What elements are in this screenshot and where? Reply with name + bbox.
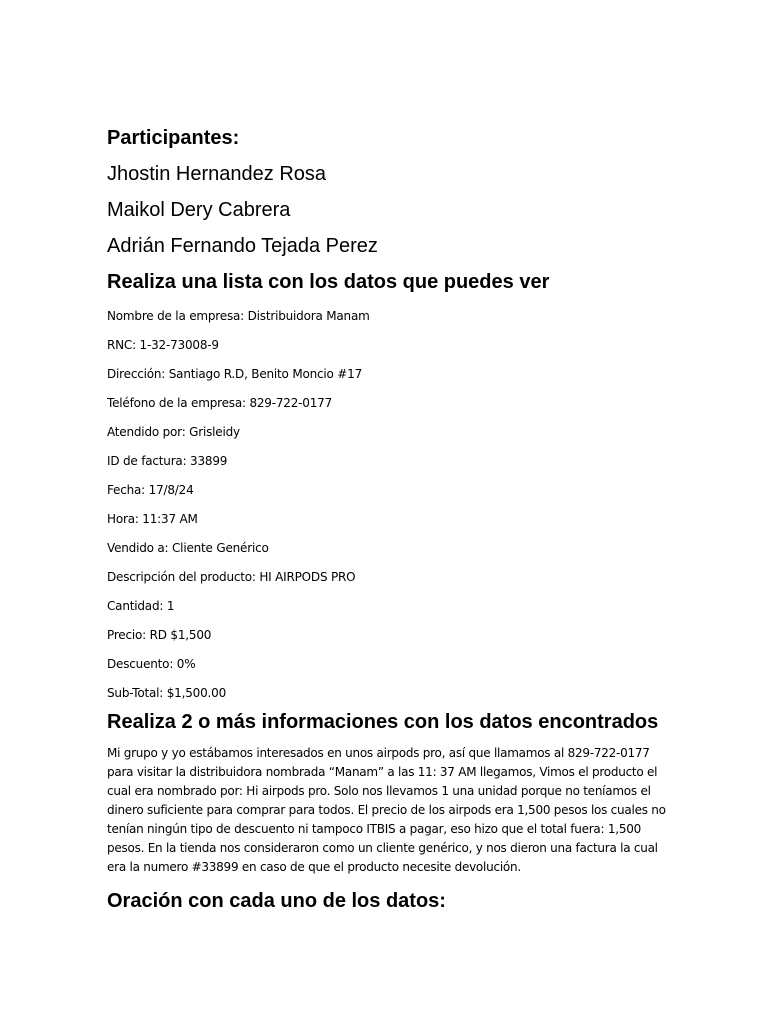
list-item: Vendido a: Cliente Genérico — [107, 541, 269, 555]
data-list — [107, 307, 667, 702]
list-item: Sub-Total: $1,500.00 — [107, 686, 227, 700]
list-item: Dirección: Santiago R.D, Benito Moncio #17 — [107, 367, 363, 381]
participants-heading: Participantes: — [107, 127, 240, 149]
list-item: Descripción del producto: HI AIRPODS PRO — [107, 570, 356, 584]
sentences-heading: Oración con cada uno de los datos: — [107, 890, 446, 912]
list-item: Hora: 11:37 AM — [107, 512, 198, 526]
list-item: Precio: RD $1,500 — [107, 628, 212, 642]
list-heading: Realiza una lista con los datos que puedes ver — [107, 271, 550, 293]
list-item: Descuento: 0% — [107, 657, 196, 671]
list-item: RNC: 1-32-73008-9 — [107, 338, 219, 352]
list-item: ID de factura: 33899 — [107, 454, 228, 468]
list-item: Cantidad: 1 — [107, 599, 175, 613]
list-item: Teléfono de la empresa: 829-722-0177 — [107, 396, 333, 410]
info-heading: Realiza 2 o más informaciones con los datos encontrados — [107, 711, 659, 733]
info-paragraph: Mi grupo y yo estábamos interesados en unos airpods pro, así que llamamos al 829-722-0177 para visitar la distribuidora nombrada “Manam” a las 11: 37 AM llegamos, Vimos el producto el cual era nombrado por: Hi airpods pro. Solo nos llevamos 1 una unidad porque no teníamos el dinero suficiente para comprar para todos. El precio de los airpods era 1,500 pesos los cuales no tenían ningún tipo de descuento ni tampoco ITBIS a pagar, eso hizo que el total fuera: 1,500 pesos. En la tienda nos consideraron como un cliente genérico, y nos dieron una factura la cual era la numero #33899 en caso de que el producto necesite devolución. — [107, 746, 666, 874]
document-page — [107, 124, 667, 915]
participant-name: Jhostin Hernandez Rosa — [107, 163, 327, 185]
participant-name: Adrián Fernando Tejada Perez — [107, 235, 378, 257]
list-item: Nombre de la empresa: Distribuidora Manam — [107, 309, 370, 323]
participant-name: Maikol Dery Cabrera — [107, 199, 291, 221]
list-item: Fecha: 17/8/24 — [107, 483, 194, 497]
list-item: Atendido por: Grisleidy — [107, 425, 240, 439]
